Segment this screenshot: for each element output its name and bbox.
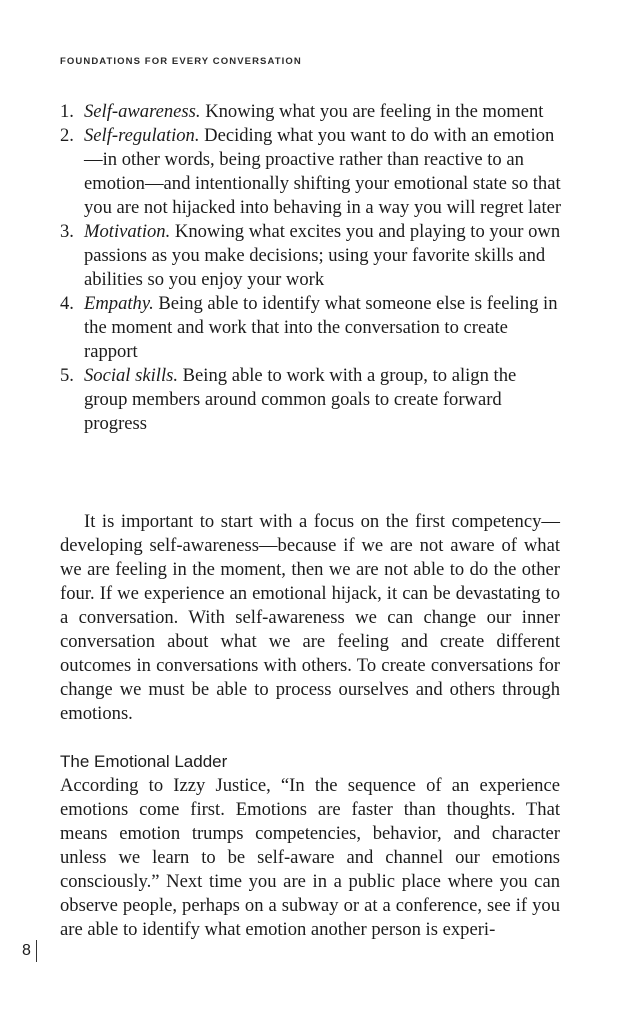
list-item (60, 220, 564, 292)
list-item (60, 292, 564, 364)
competency-list (60, 100, 564, 436)
body-paragraph: It is important to start with a focus on the first competency—developing self-awareness—because if we are not aware of what we are feeling in the moment, then we are not able to do the other four. If we experience an emotional hijack, it can be devastating to a conversation. With self-awareness we can change our inner conversation about what we are feeling and create different outcomes in conversations with others. To create conversations for change we must be able to process ourselves and others through emotions. (60, 511, 560, 724)
list-term: Self-awareness. (84, 101, 201, 122)
list-number: 4. (60, 293, 74, 314)
list-text: Knowing what you are feeling in the moment (200, 101, 544, 122)
list-item (60, 364, 564, 436)
body-paragraph: According to Izzy Justice, “In the sequence of an experience emotions come first. Emotions are faster than thoughts. That means emotion trumps competencies, behavior, and character unless we learn to be self-aware and channel our emotions consciously.” Next time you are in a public place where you can observe people, perhaps on a subway or at a conference, see if you are able to identify what emotion another person is experi- (60, 775, 560, 940)
list-text: Deciding what you want to do with an emotion—in other words, being proactive rather than reactive to an emotion—and intentionally shifting your emotional state so that you are not hijacked into behaving in a way you will regret later (84, 125, 562, 218)
list-term: Social skills. (84, 365, 178, 386)
list-term: Motivation. (84, 221, 171, 242)
running-head: FOUNDATIONS FOR EVERY CONVERSATION (60, 56, 302, 67)
list-item (60, 124, 564, 220)
section-heading: The Emotional Ladder (60, 752, 228, 771)
list-number: 1. (60, 101, 74, 122)
folio-rule (36, 940, 37, 962)
list-text: Being able to work with a group, to align the group members around common goals to create forward progress (84, 365, 517, 434)
list-item (60, 100, 564, 124)
page-number: 8 (22, 942, 31, 959)
list-number: 2. (60, 125, 74, 146)
list-number: 5. (60, 365, 74, 386)
list-term: Self-regulation. (84, 125, 200, 146)
list-number: 3. (60, 221, 74, 242)
list-term: Empathy. (84, 293, 154, 314)
list-text: Being able to identify what someone else is feeling in the moment and work that into the conversation to create rapport (84, 293, 558, 362)
list-text: Knowing what excites you and playing to your own passions as you make decisions; using your favorite skills and abilities so you enjoy your work (84, 221, 561, 290)
